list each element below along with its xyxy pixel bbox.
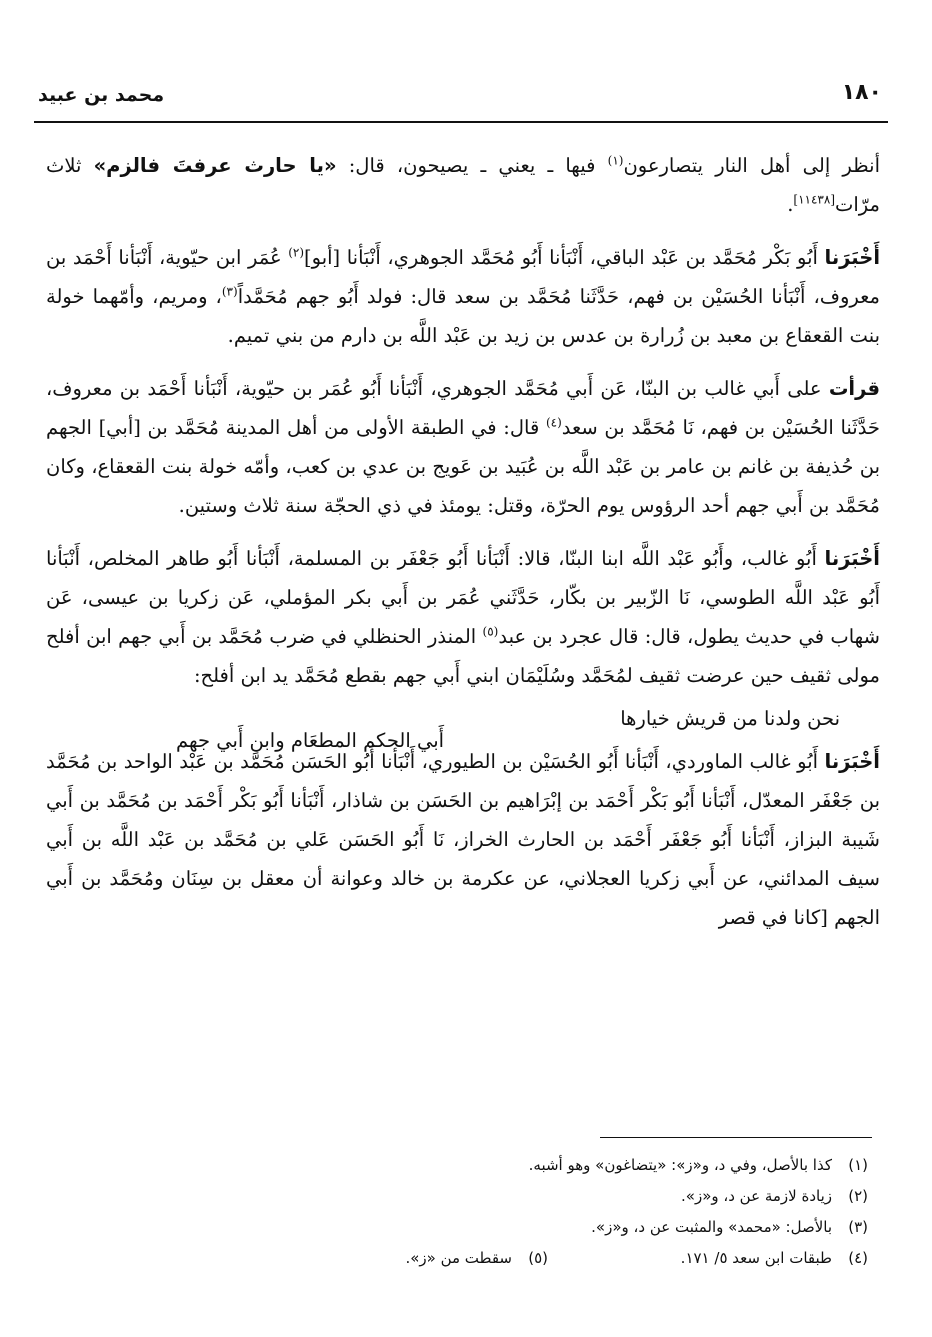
paragraph-5 <box>46 742 880 937</box>
footnote-number: (٢) <box>848 1187 868 1205</box>
footnote-1 <box>60 1150 868 1181</box>
text-run: أنظر إلى أهل النار يتصارعون <box>623 154 880 177</box>
verse-first-hemistich: نحن ولدنا من قريش خيارها <box>620 707 840 730</box>
text-run: . <box>787 193 794 216</box>
footnote-text: طبقات ابن سعد ٥/ ١٧١. <box>680 1249 832 1267</box>
footnote-row-4-5 <box>60 1243 868 1274</box>
text-run: أَبُو بَكْر مُحَمَّد بن عَبْد الباقي، أَنْبَأنا أَبُو مُحَمَّد الجوهري، أَنْبَأنا [أبو] <box>304 246 825 269</box>
footnote-number: (٥) <box>528 1249 548 1267</box>
footnote-ref-3[interactable]: (٣) <box>221 284 238 299</box>
footnote-3 <box>60 1212 868 1243</box>
running-title: محمد بن عبيد <box>38 84 165 106</box>
footnote-2 <box>60 1181 868 1212</box>
running-head <box>38 78 882 112</box>
paragraph-2 <box>46 238 880 355</box>
isnad-keyword: قرأت <box>828 377 880 400</box>
footnote-5 <box>405 1243 548 1274</box>
isnad-keyword: أَخْبَرَنا <box>824 750 880 773</box>
isnad-keyword: أَخْبَرَنا <box>824 246 881 269</box>
paragraph-4 <box>46 539 880 695</box>
quoted-saying: «يا حارث عرفتَ فالزم» <box>93 154 337 177</box>
footnote-rule <box>600 1137 872 1138</box>
footnote-text: بالأصل: «محمد» والمثبت عن د، و«ز». <box>591 1218 832 1236</box>
header-rule <box>34 121 888 123</box>
page-number: ١٨٠ <box>841 80 882 105</box>
footnote-4 <box>548 1243 868 1274</box>
text-run: المنذر الحنظلي في ضرب مُحَمَّد بن أَبي جهم ابن أفلح مولى ثقيف حين عرضت ثقيف لمُحَمَّد وسُلَيْمَان ابني أَبي جهم بقطع مُحَمَّد يد ابن أفلح: <box>46 625 880 687</box>
paragraph-1 <box>46 146 880 224</box>
text-run: على أَبي غالب بن البنّا، عَن أَبي مُحَمَّد الجوهري، أَنْبَأنا أَبُو عُمَر بن حيّوية، أَنْبَأنا أَحْمَد بن معروف، حَدَّثَنا الحُسَيْن بن فهم، نَا مُحَمَّد بن سعد <box>46 377 880 439</box>
footnote-ref-1[interactable]: (١) <box>607 153 624 168</box>
footnote-ref-2[interactable]: (٢) <box>288 245 305 260</box>
text-run: قال: في الطبقة الأولى من أهل المدينة مُحَمَّد بن [أبي] الجهم بن حُذيفة بن غانم بن عامر بن عَبْد اللَّه بن عُبَيد بن عَويج بن عدي بن كعب، وأمّه خولة بنت القعقاع، وكان مُحَمَّد بن أَبي جهم أحد الرؤوس يوم الحرّة، وقتل: يومئذ في ذي الحجّة سنة ثلاث وستين. <box>46 416 880 517</box>
footnote-text: زيادة لازمة عن د، و«ز». <box>681 1187 832 1205</box>
paragraph-3 <box>46 369 880 525</box>
footnote-text: كذا بالأصل، وفي د، و«ز»: «يتضاغون» وهو أشبه. <box>528 1156 832 1174</box>
footnote-text: سقطت من «ز». <box>405 1249 512 1267</box>
footnote-number: (١) <box>848 1156 868 1174</box>
text-run: ثلاث مرّات <box>46 154 880 216</box>
main-text <box>46 146 880 951</box>
footnote-number: (٣) <box>848 1218 868 1236</box>
footnote-number: (٤) <box>848 1249 868 1267</box>
isnad-keyword: أَخْبَرَنا <box>824 547 880 570</box>
footnote-ref-5[interactable]: (٥) <box>482 624 499 639</box>
text-run: أَبُو غالب الماوردي، أَنْبَأنا أَبُو الحُسَيْن بن الطيوري، أَنْبَأنا أَبُو الحَسَن مُحَمَّد بن عَبْد الواحد بن مُحَمَّد بن جَعْفَر المعدّل، أَنْبَأنا أَبُو بَكْر أَحْمَد بن إبْرَاهيم بن الحَسَن بن شاذار، أَنْبَأنا أَبُو بَكْر أَحْمَد بن مُحَمَّد بن أَبي شَيبة البزاز، أَنْبَأنا أَبُو جَعْفَر أَحْمَد بن الحارث الخراز، نَا أَبُو الحَسَن عَلي بن مُحَمَّد بن عَبْد اللَّه بن أَبي سيف المدائني، عن أَبي زكريا العجلاني، عن عكرمة بن خالد وعوانة أن معقل بن سِنَان ومُحَمَّد بن أَبي الجهم [كانا في قصر <box>46 750 880 929</box>
footnote-ref-4[interactable]: (٤) <box>545 415 562 430</box>
text-run: ، ومريم، وأمّهما خولة بنت القعقاع بن معبد بن زُرارة بن عدس بن زيد بن عَبْد اللَّه بن دارم من بني تميم. <box>46 285 880 347</box>
verse-second-hemistich: أَبي الحكم المطعَام وابن أَبي جهم <box>176 729 445 752</box>
text-run: فيها ـ يعني ـ يصيحون، قال: <box>336 154 608 177</box>
footnotes <box>60 1150 868 1274</box>
text-run: عُمَر ابن حيّوية، أَنْبَأنا أَحْمَد بن معروف، أَنْبَأنا الحُسَيْن بن فهم، حَدَّثَنا مُحَمَّد بن سعد قال: فولد أَبُو جهم مُحَمَّداً <box>46 246 881 308</box>
text-run: أَبُو غالب، وأَبُو عَبْد اللَّه ابنا البنّا، قالا: أَنْبَأنا أَبُو جَعْفَر بن المسلمة، أَنْبَأنا أَبُو طاهر المخلص، أَنْبَأنا أَبُو عَبْد اللَّه الطوسي، نَا الزّبير بن بكّار، حَدَّثَني عُمَر بن أَبي بكر المؤملي، عَن زكريا بن عيسى، عَن شهاب في حديث يطول، قال: قال عجرد بن عبد <box>46 547 880 648</box>
hadith-number: [١١٤٣٨] <box>793 192 836 207</box>
